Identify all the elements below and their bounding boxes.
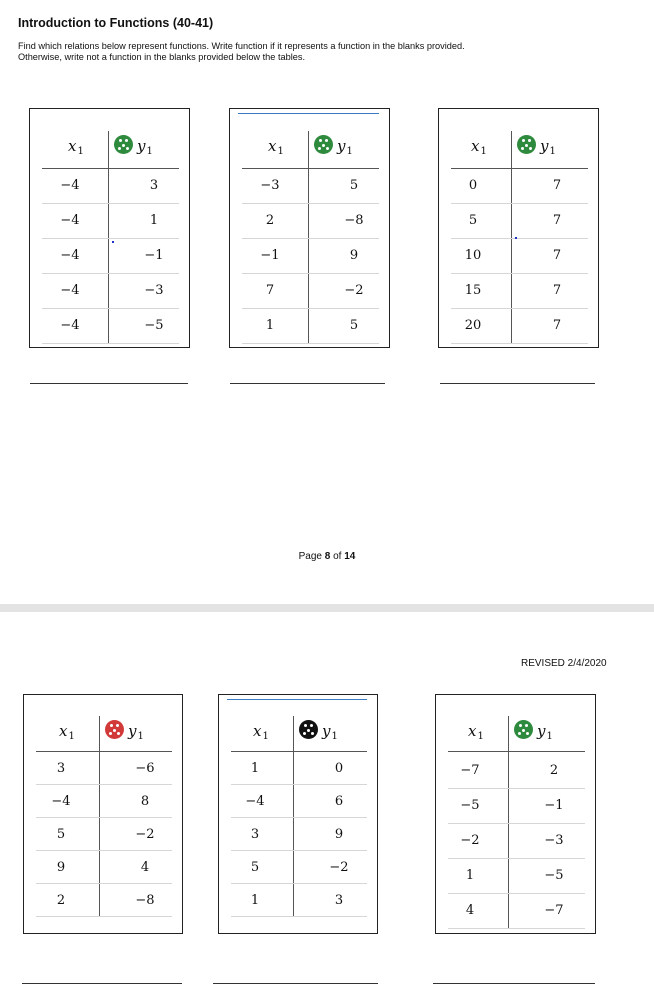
instruction-line-2: Otherwise, write not a function in the blanks provided below the tables. <box>18 52 306 62</box>
x-value-cell: −4 <box>60 178 80 193</box>
row-rule <box>42 238 179 239</box>
y-value-cell: 9 <box>349 248 359 263</box>
row-rule <box>242 203 379 204</box>
y-header-subscript: 1 <box>546 731 553 742</box>
table-top-rule <box>227 699 367 700</box>
x-column-header <box>471 137 487 157</box>
x-value-cell: 1 <box>465 868 475 883</box>
row-rule <box>242 238 379 239</box>
stray-mark <box>112 241 114 243</box>
x-header-subscript: 1 <box>262 731 269 742</box>
x-header-subscript: 1 <box>77 146 84 157</box>
x-value-cell: −2 <box>460 833 480 848</box>
x-value-cell: 1 <box>250 761 260 776</box>
row-rule <box>231 916 367 917</box>
y-value-cell: −3 <box>544 833 564 848</box>
dots-icon[interactable] <box>114 135 133 154</box>
row-rule <box>231 784 367 785</box>
header-rule <box>448 751 585 752</box>
row-rule <box>448 893 585 894</box>
row-rule <box>42 308 179 309</box>
x-header-label: x <box>268 137 277 155</box>
row-rule <box>42 273 179 274</box>
x-value-cell: −4 <box>60 213 80 228</box>
x-value-cell: −3 <box>260 178 280 193</box>
row-rule <box>242 343 379 344</box>
x-value-cell: −4 <box>60 248 80 263</box>
x-header-label: x <box>68 137 77 155</box>
y-value-cell: 7 <box>552 248 562 263</box>
column-divider <box>108 131 109 343</box>
y-value-cell: 3 <box>334 893 344 908</box>
y-header-label: y <box>128 722 137 740</box>
dots-icon[interactable] <box>105 720 124 739</box>
row-rule <box>36 883 172 884</box>
x-value-cell: −4 <box>51 794 71 809</box>
dots-icon[interactable] <box>514 720 533 739</box>
dots-icon[interactable] <box>517 135 536 154</box>
y-value-cell: −1 <box>144 248 164 263</box>
revised-date: REVISED 2/4/2020 <box>521 658 607 669</box>
row-rule <box>448 823 585 824</box>
row-rule <box>448 788 585 789</box>
x-value-cell: −4 <box>60 318 80 333</box>
row-rule <box>242 308 379 309</box>
row-rule <box>231 850 367 851</box>
x-value-cell: 7 <box>265 283 275 298</box>
page-gap-divider <box>0 604 654 612</box>
column-divider <box>511 131 512 343</box>
answer-blank-6[interactable] <box>433 983 595 984</box>
stray-mark <box>515 237 517 239</box>
y-value-cell: −2 <box>135 827 155 842</box>
x-value-cell: 5 <box>250 860 260 875</box>
x-value-cell: −4 <box>245 794 265 809</box>
x-value-cell: 5 <box>56 827 66 842</box>
header-rule <box>451 168 588 169</box>
answer-blank-3[interactable] <box>440 383 595 384</box>
relation-table <box>29 108 190 348</box>
x-value-cell: 15 <box>464 283 482 298</box>
header-rule <box>242 168 379 169</box>
x-value-cell: −1 <box>260 248 280 263</box>
y-value-cell: −7 <box>544 903 564 918</box>
relation-table <box>438 108 599 348</box>
relation-table <box>23 694 183 934</box>
x-value-cell: 1 <box>250 893 260 908</box>
y-value-cell: −8 <box>344 213 364 228</box>
y-header-label: y <box>540 137 549 155</box>
x-header-label: x <box>59 722 68 740</box>
y-header-subscript: 1 <box>146 146 153 157</box>
x-column-header <box>68 137 84 157</box>
y-header-label: y <box>537 722 546 740</box>
x-value-cell: 0 <box>468 178 478 193</box>
row-rule <box>36 817 172 818</box>
y-header-label: y <box>337 137 346 155</box>
y-header-subscript: 1 <box>346 146 353 157</box>
x-value-cell: −7 <box>460 763 480 778</box>
x-header-subscript: 1 <box>68 731 75 742</box>
dots-icon[interactable] <box>314 135 333 154</box>
x-value-cell: 10 <box>464 248 482 263</box>
x-column-header <box>268 137 284 157</box>
page-title: Introduction to Functions (40-41) <box>18 16 214 30</box>
y-value-cell: 7 <box>552 283 562 298</box>
y-value-cell: 2 <box>549 763 559 778</box>
row-rule <box>36 916 172 917</box>
row-rule <box>448 928 585 929</box>
x-header-subscript: 1 <box>477 731 484 742</box>
y-value-cell: −2 <box>329 860 349 875</box>
x-value-cell: −5 <box>460 798 480 813</box>
row-rule <box>451 238 588 239</box>
instructions <box>18 41 638 63</box>
header-rule <box>36 751 172 752</box>
row-rule <box>451 308 588 309</box>
x-value-cell: 2 <box>265 213 275 228</box>
row-rule <box>42 203 179 204</box>
y-column-header <box>137 137 153 157</box>
y-header-subscript: 1 <box>137 731 144 742</box>
y-column-header <box>537 722 553 742</box>
y-column-header <box>128 722 144 742</box>
row-rule <box>231 817 367 818</box>
y-value-cell: 9 <box>334 827 344 842</box>
header-rule <box>42 168 179 169</box>
row-rule <box>231 883 367 884</box>
row-rule <box>42 343 179 344</box>
y-header-subscript: 1 <box>549 146 556 157</box>
y-value-cell: −5 <box>544 868 564 883</box>
y-value-cell: 5 <box>349 178 359 193</box>
x-value-cell: 2 <box>56 893 66 908</box>
y-value-cell: −2 <box>344 283 364 298</box>
y-value-cell: −1 <box>544 798 564 813</box>
y-value-cell: −8 <box>135 893 155 908</box>
x-header-subscript: 1 <box>277 146 284 157</box>
answer-blank-2[interactable] <box>230 383 385 384</box>
answer-blank-4[interactable] <box>22 983 182 984</box>
y-value-cell: 7 <box>552 318 562 333</box>
row-rule <box>451 203 588 204</box>
y-value-cell: −5 <box>144 318 164 333</box>
row-rule <box>36 850 172 851</box>
row-rule <box>36 784 172 785</box>
page-current: 8 <box>324 551 331 562</box>
instruction-line-1: Find which relations below represent functions. Write function if it represents a function in the blanks provided. <box>18 41 465 51</box>
relation-table <box>435 694 596 934</box>
y-column-header <box>337 137 353 157</box>
x-column-header <box>59 722 75 742</box>
x-header-label: x <box>253 722 262 740</box>
x-value-cell: 9 <box>56 860 66 875</box>
column-divider <box>308 131 309 343</box>
page-sep: of <box>330 551 345 562</box>
x-value-cell: 20 <box>464 318 482 333</box>
x-value-cell: −4 <box>60 283 80 298</box>
x-value-cell: 1 <box>265 318 275 333</box>
y-column-header <box>540 137 556 157</box>
y-header-label: y <box>137 137 146 155</box>
y-value-cell: 7 <box>552 178 562 193</box>
x-header-label: x <box>471 137 480 155</box>
x-value-cell: 4 <box>465 903 475 918</box>
page-prefix: Page <box>298 551 325 562</box>
x-value-cell: 3 <box>250 827 260 842</box>
relation-table <box>229 108 390 348</box>
y-value-cell: 8 <box>140 794 150 809</box>
y-value-cell: 6 <box>334 794 344 809</box>
y-value-cell: 3 <box>149 178 159 193</box>
page-total: 14 <box>344 551 356 562</box>
y-value-cell: 5 <box>349 318 359 333</box>
column-divider <box>99 716 100 916</box>
x-column-header <box>468 722 484 742</box>
page-number <box>0 551 654 562</box>
row-rule <box>451 273 588 274</box>
y-value-cell: 0 <box>334 761 344 776</box>
row-rule <box>242 273 379 274</box>
y-value-cell: 1 <box>149 213 159 228</box>
x-value-cell: 3 <box>56 761 66 776</box>
column-divider <box>293 716 294 916</box>
y-value-cell: −3 <box>144 283 164 298</box>
relation-table <box>218 694 378 934</box>
x-header-label: x <box>468 722 477 740</box>
dots-icon[interactable] <box>299 720 318 739</box>
answer-blank-1[interactable] <box>30 383 188 384</box>
y-value-cell: −6 <box>135 761 155 776</box>
column-divider <box>508 716 509 928</box>
row-rule <box>451 343 588 344</box>
x-column-header <box>253 722 269 742</box>
y-header-subscript: 1 <box>331 731 338 742</box>
x-value-cell: 5 <box>468 213 478 228</box>
y-header-label: y <box>322 722 331 740</box>
x-header-subscript: 1 <box>480 146 487 157</box>
y-column-header <box>322 722 338 742</box>
table-top-rule <box>238 113 379 114</box>
header-rule <box>231 751 367 752</box>
y-value-cell: 7 <box>552 213 562 228</box>
row-rule <box>448 858 585 859</box>
y-value-cell: 4 <box>140 860 150 875</box>
answer-blank-5[interactable] <box>213 983 378 984</box>
